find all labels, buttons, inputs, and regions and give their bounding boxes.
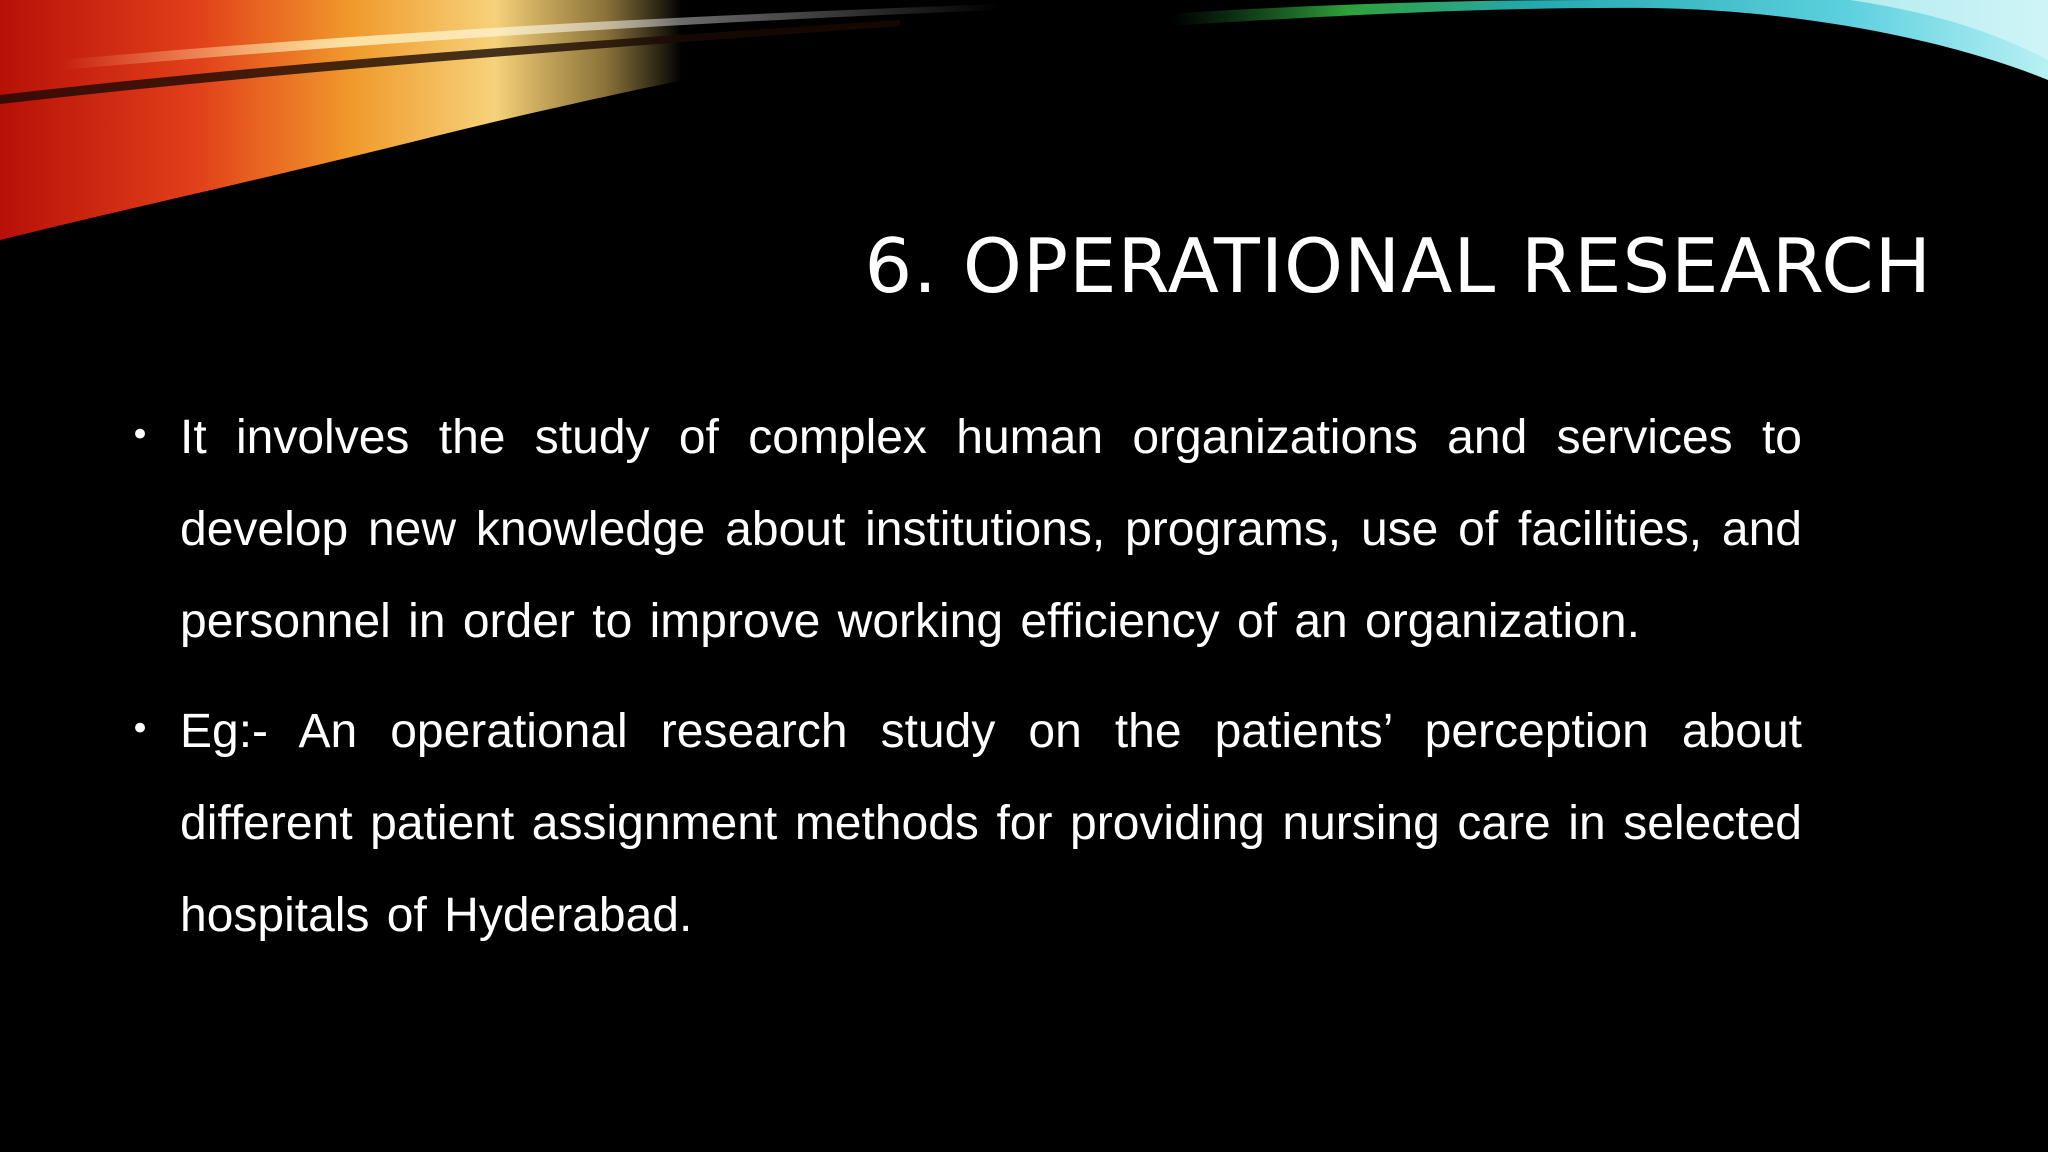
- bullet-text: It involves the study of complex human organizations and services to develop new knowledge about institutions, programs, use of facilities, and personnel in order to improve working efficiency of an organization.: [180, 411, 1802, 648]
- bullet-item: [130, 392, 1802, 668]
- bullet-dot-icon: •: [130, 415, 151, 455]
- slide-title: 6. OPERATIONAL RESEARCH: [864, 222, 1932, 310]
- bullet-item: [130, 686, 1802, 962]
- decorative-swoosh: [0, 0, 2048, 260]
- bullet-list: [130, 392, 1802, 980]
- bullet-dot-icon: •: [130, 709, 151, 749]
- bullet-text: Eg:- An operational research study on the patients’ perception about different patient assignment methods for providing nursing care in selected hospitals of Hyderabad.: [180, 705, 1802, 942]
